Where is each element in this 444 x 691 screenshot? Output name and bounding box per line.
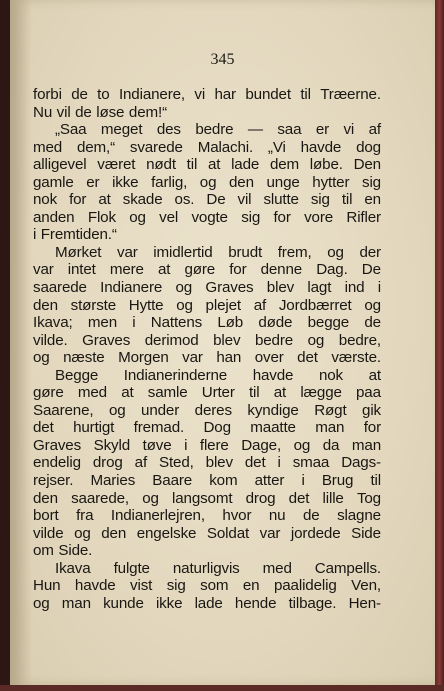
text-line xyxy=(33,209,381,227)
word: Campells. xyxy=(314,559,381,577)
text-line xyxy=(33,454,381,472)
word: paalidelig xyxy=(273,577,337,595)
word: naturligvis xyxy=(172,559,240,577)
word: imidlertid xyxy=(153,243,213,261)
word: man xyxy=(351,436,381,454)
word: hurtigt xyxy=(73,419,115,437)
word: Hen- xyxy=(348,594,381,612)
word: og xyxy=(364,296,381,314)
word: i xyxy=(301,472,305,490)
word: „Vi xyxy=(267,138,286,156)
text-line xyxy=(33,402,381,420)
word: da xyxy=(322,436,340,454)
text-line xyxy=(33,349,381,367)
word: med xyxy=(262,559,292,577)
word: de xyxy=(302,507,320,525)
word: kom xyxy=(209,472,238,490)
word: mere xyxy=(109,261,144,279)
word: skade xyxy=(122,191,163,209)
text-line xyxy=(33,191,381,209)
word: denne xyxy=(260,261,303,279)
word: Den xyxy=(353,156,381,174)
word: „Saa xyxy=(55,121,87,139)
text-line xyxy=(33,595,381,613)
word: Flok xyxy=(87,208,116,226)
word: Morgen xyxy=(118,349,169,367)
word: blev xyxy=(266,279,295,297)
word: at xyxy=(207,156,221,174)
word: gøre xyxy=(184,261,216,279)
text-line xyxy=(33,367,381,385)
word: vilde xyxy=(33,524,64,542)
word: af xyxy=(368,121,381,139)
word: løbe. xyxy=(309,156,343,174)
word: Brug xyxy=(321,472,354,490)
word: af xyxy=(134,454,148,472)
word: vil xyxy=(237,191,252,209)
word: paa xyxy=(356,384,381,402)
word: kunde xyxy=(103,594,144,612)
word: at xyxy=(98,191,111,209)
word: til xyxy=(300,86,311,103)
word: til xyxy=(341,191,353,209)
word: i xyxy=(277,454,281,472)
text-line xyxy=(33,542,381,560)
text-line xyxy=(33,525,381,543)
word: lægge xyxy=(300,384,342,402)
word: bedre, xyxy=(338,331,381,349)
word: Tog xyxy=(356,489,381,507)
word: engelske xyxy=(136,524,197,542)
word: saarede, xyxy=(71,489,129,507)
word: — xyxy=(247,121,263,139)
word: tilbage. xyxy=(288,594,337,612)
word: sig xyxy=(362,173,381,191)
book-cover-edge-bottom xyxy=(0,685,444,691)
word: vel xyxy=(159,208,179,226)
word: vore xyxy=(304,208,334,226)
word: Røgt xyxy=(314,401,347,419)
word: med xyxy=(77,384,107,402)
word: nok xyxy=(33,191,58,209)
word: De xyxy=(206,191,226,209)
word: i xyxy=(33,226,37,244)
word: slutte xyxy=(263,191,299,209)
text-line xyxy=(33,332,381,350)
word: meget xyxy=(100,121,143,139)
word: saa xyxy=(277,121,302,139)
word: fremad. xyxy=(133,419,185,437)
word: og xyxy=(199,173,217,191)
word: smaa xyxy=(292,454,330,472)
word: Soldat xyxy=(206,524,250,542)
word: slagne xyxy=(337,507,381,525)
word: og xyxy=(176,296,193,314)
word: men xyxy=(87,314,117,332)
word: Graves xyxy=(82,331,131,349)
body-text xyxy=(33,86,381,612)
word: og xyxy=(307,331,325,349)
word: dem xyxy=(269,156,300,174)
word: hvor xyxy=(222,507,252,525)
word: sig xyxy=(310,191,330,209)
word: Rifler xyxy=(346,208,381,226)
word: en xyxy=(364,191,381,209)
word: den xyxy=(33,489,58,507)
word: var xyxy=(259,524,281,542)
word: tøve xyxy=(142,436,172,454)
text-line xyxy=(33,490,381,508)
word: af xyxy=(253,296,267,314)
word: des xyxy=(156,121,181,139)
word: bedre xyxy=(254,331,294,349)
word: at xyxy=(157,261,171,279)
word: Dage, xyxy=(241,436,282,454)
word: Mørket xyxy=(55,243,102,261)
text-line xyxy=(33,560,381,578)
word: Jordbærret xyxy=(278,296,352,314)
word: nok xyxy=(318,366,343,384)
word: blev xyxy=(205,454,233,472)
word: lade xyxy=(194,594,223,612)
word: for xyxy=(363,419,381,437)
word: og xyxy=(175,279,193,297)
word: fulgte xyxy=(113,559,150,577)
word: Dog xyxy=(203,419,231,437)
word: den xyxy=(229,173,254,191)
word: i xyxy=(132,314,136,332)
word: alligevel xyxy=(33,156,87,174)
word: fra xyxy=(76,507,94,525)
word: Hun xyxy=(33,577,61,595)
word: Begge xyxy=(55,366,99,384)
word: for xyxy=(273,208,291,226)
word: Side xyxy=(351,524,381,542)
word: de xyxy=(364,314,381,332)
word: man xyxy=(61,594,91,612)
word: vi xyxy=(343,121,355,139)
word: plejet xyxy=(205,296,241,314)
word: at xyxy=(273,384,287,402)
text-line xyxy=(33,577,381,595)
word: havde xyxy=(300,138,342,156)
word: Ikava xyxy=(55,559,91,577)
text-line xyxy=(33,472,381,490)
word: til xyxy=(248,384,260,402)
word: svarede xyxy=(129,138,183,156)
word: gamle xyxy=(33,173,74,191)
text-line xyxy=(33,314,381,332)
word: det xyxy=(33,419,54,437)
word: var xyxy=(117,243,138,261)
word: i xyxy=(377,279,381,297)
word: under xyxy=(141,401,180,419)
text-line xyxy=(33,104,381,122)
word: atter xyxy=(254,472,285,490)
text-line xyxy=(33,279,381,297)
word: og xyxy=(293,436,311,454)
text-line xyxy=(33,419,381,437)
word: var xyxy=(33,261,54,279)
word: man xyxy=(315,419,345,437)
word: nødt xyxy=(146,156,176,174)
word: været xyxy=(97,156,136,174)
word: Graves xyxy=(33,436,82,454)
word: lade xyxy=(231,156,260,174)
word: nu xyxy=(268,507,286,525)
word: bundet xyxy=(245,86,291,103)
word: til xyxy=(370,472,381,490)
word: dem!“ xyxy=(128,103,167,121)
word: Dags- xyxy=(341,454,381,472)
text-line xyxy=(33,507,381,525)
word: brudt xyxy=(228,243,263,261)
word: næste xyxy=(63,349,105,367)
word: endelig xyxy=(33,454,81,472)
word: og xyxy=(129,208,146,226)
word: langsomt xyxy=(172,489,233,507)
word: løse xyxy=(96,103,125,121)
word: han xyxy=(216,349,242,367)
word: og xyxy=(108,401,126,419)
word: døde xyxy=(258,314,293,332)
word: om xyxy=(33,542,54,560)
word: sig xyxy=(166,577,186,595)
word: Dag. xyxy=(316,261,348,279)
word: rejser. xyxy=(33,472,74,490)
word: ind xyxy=(344,279,365,297)
word: Sted, xyxy=(158,454,194,472)
word: bort xyxy=(33,507,59,525)
word: Graves xyxy=(205,279,254,297)
word: og xyxy=(142,489,159,507)
page-number: 345 xyxy=(210,51,235,68)
word: farlig, xyxy=(151,173,188,191)
word: intet xyxy=(67,261,96,279)
word: derimod xyxy=(144,331,199,349)
word: vogte xyxy=(191,208,228,226)
word: Nattens xyxy=(150,314,203,332)
word: vilde. xyxy=(33,331,68,349)
word: Maries xyxy=(90,472,136,490)
word: for xyxy=(229,261,247,279)
word: os. xyxy=(174,191,195,209)
word: Urter xyxy=(201,384,235,402)
text-line xyxy=(33,261,381,279)
word: som xyxy=(200,577,229,595)
text-line xyxy=(33,139,381,157)
word: og xyxy=(327,243,344,261)
word: deres xyxy=(194,401,232,419)
word: Indianere xyxy=(100,279,163,297)
text-line xyxy=(33,86,381,104)
word: Indianerlejren, xyxy=(110,507,205,525)
page-gutter-shadow xyxy=(10,0,32,685)
word: til xyxy=(186,156,198,174)
word: at xyxy=(368,366,381,384)
word: det xyxy=(244,454,266,472)
word: har xyxy=(214,86,236,103)
word: Malachi. xyxy=(197,138,254,156)
word: var xyxy=(182,349,203,367)
word: med xyxy=(33,138,63,156)
word: vist xyxy=(130,577,153,595)
word: flere xyxy=(199,436,229,454)
word: Hytte xyxy=(128,296,164,314)
word: og xyxy=(33,349,50,367)
word: Skyld xyxy=(93,436,131,454)
word: blev xyxy=(213,331,241,349)
word: to xyxy=(97,86,110,103)
word: Træerne. xyxy=(320,86,381,103)
word: over xyxy=(254,349,284,367)
text-line xyxy=(33,156,381,174)
word: vi xyxy=(194,86,206,103)
word: kyndige xyxy=(247,401,299,419)
word: Baare xyxy=(152,472,193,490)
word: hytter xyxy=(312,173,350,191)
word: dog xyxy=(356,138,381,156)
word: unge xyxy=(266,173,300,191)
word: saarede xyxy=(33,279,87,297)
word: ikke xyxy=(155,594,183,612)
word: Fremtiden.“ xyxy=(40,226,117,244)
word: vil xyxy=(56,103,71,121)
word: maatte xyxy=(250,419,296,437)
paper-page xyxy=(10,0,435,685)
word: største xyxy=(70,296,116,314)
word: i xyxy=(184,436,188,454)
word: det xyxy=(297,349,318,367)
word: og xyxy=(33,594,50,612)
word: begge xyxy=(307,314,350,332)
word: forbi xyxy=(33,86,62,103)
text-line xyxy=(33,297,381,315)
text-line xyxy=(33,121,381,139)
word: ikke xyxy=(112,173,139,191)
word: Indianerinderne xyxy=(123,366,228,384)
word: Indianere, xyxy=(118,86,185,103)
text-line xyxy=(33,174,381,192)
word: en xyxy=(242,577,260,595)
word: sig xyxy=(241,208,261,226)
word: Ven, xyxy=(351,577,381,595)
word: bedre xyxy=(195,121,234,139)
word: dem,“ xyxy=(76,138,116,156)
word: drog xyxy=(245,489,276,507)
word: lille xyxy=(322,489,344,507)
word: de xyxy=(75,103,92,121)
word: de xyxy=(71,86,88,103)
word: det xyxy=(288,489,310,507)
text-line xyxy=(33,226,381,244)
word: gøre xyxy=(33,384,64,402)
word: værste. xyxy=(331,349,381,367)
word: havde xyxy=(252,366,294,384)
word: anden xyxy=(33,208,75,226)
word: gik xyxy=(362,401,381,419)
word: De xyxy=(361,261,381,279)
word: er xyxy=(86,173,100,191)
word: der xyxy=(359,243,381,261)
word: havde xyxy=(74,577,116,595)
book-cover-edge-right xyxy=(435,0,444,691)
text-line xyxy=(33,437,381,455)
word: Ikava; xyxy=(33,314,73,332)
word: drog xyxy=(92,454,123,472)
text-line xyxy=(33,384,381,402)
word: Side. xyxy=(58,542,93,560)
text-line xyxy=(33,244,381,262)
word: Saarene, xyxy=(33,401,94,419)
word: og xyxy=(74,524,91,542)
word: frem, xyxy=(277,243,312,261)
word: hende xyxy=(234,594,277,612)
word: den xyxy=(33,296,58,314)
word: lagt xyxy=(307,279,332,297)
word: for xyxy=(69,191,87,209)
word: er xyxy=(315,121,330,139)
word: Nu xyxy=(33,103,53,121)
word: den xyxy=(101,524,127,542)
word: jordede xyxy=(290,524,341,542)
word: samle xyxy=(147,384,188,402)
word: at xyxy=(121,384,134,402)
word: Løb xyxy=(217,314,244,332)
